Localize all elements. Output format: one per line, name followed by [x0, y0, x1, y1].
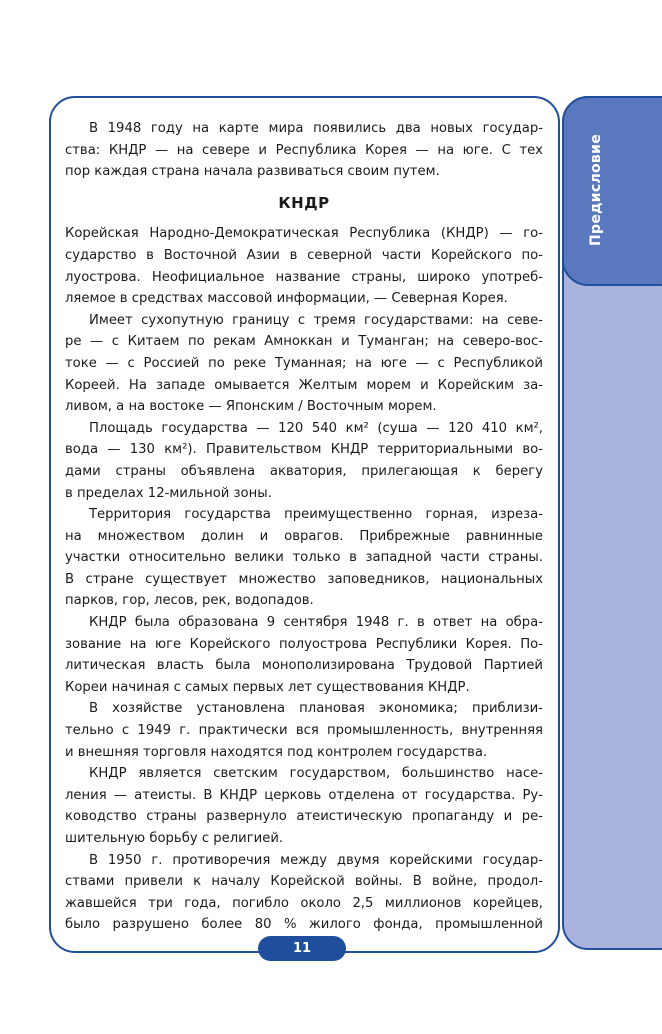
text-line: токе — с Россией по реке Туманная; на юге — с Республикой [65, 355, 543, 371]
text-line: участки относительно велики только в западной части страны. [65, 550, 543, 566]
text-line: КНДР является светским государством, большинство насе- [89, 766, 543, 782]
paragraph [65, 418, 543, 504]
section-heading: КНДР [278, 193, 330, 212]
text-line: ления — атеисты. В КНДР церковь отделена от государства. Ру- [65, 787, 543, 803]
text-line: В стране существует множество заповедников, национальных [65, 571, 543, 587]
text-line: Кореи начиная с самых первых лет существования КНДР. [65, 679, 470, 695]
text-line: В 1948 году на карте мира появились два новых государ- [89, 121, 543, 136]
paragraph [65, 612, 543, 698]
text-line: В хозяйстве установлена плановая экономика; приблизи- [89, 701, 543, 717]
text-line: дами страны объявлена акватория, прилегающая к берегу [65, 463, 543, 479]
text-line: ливом, а на востоке — Японским / Восточным морем. [65, 399, 437, 415]
text-line: шительную борьбу с религией. [65, 831, 284, 846]
side-tab-header [562, 96, 662, 286]
paragraph [65, 698, 543, 763]
side-tab-label: Предисловие [588, 134, 604, 246]
page-text [65, 118, 543, 936]
text-line: литическая власть была монополизирована Трудовой Партией [65, 658, 543, 674]
text-line: ляемое в средствах массовой информации, — Северная Корея. [65, 291, 508, 307]
paragraph [65, 763, 543, 849]
text-line: Площадь государства — 120 540 км² (суша — 120 410 км², [89, 420, 543, 436]
text-line: ствами привели к началу Корейской войны. В войне, продол- [65, 874, 543, 890]
text-line: Корейская Народно-Демократическая Республика (КНДР) — го- [65, 226, 543, 242]
page-number: 11 [258, 936, 346, 961]
text-line: было разрушено более 80 % жилого фонда, промышленной [65, 917, 543, 933]
text-line: ководство страны развернуло атеистическую пропаганду и ре- [65, 809, 543, 825]
text-line: луострова. Неофициальное название страны, широко употреб- [65, 269, 543, 285]
text-line: пор каждая страна начала развиваться своим путем. [65, 164, 440, 180]
text-line: на множеством долин и оврагов. Прибрежные равнинные [65, 528, 543, 544]
text-line: Территория государства преимущественно горная, изреза- [89, 507, 543, 523]
text-line: парков, гор, лесов, рек, водопадов. [65, 593, 314, 609]
text-line: ре — с Китаем по рекам Амноккан и Туманган; на северо-вос- [65, 334, 543, 350]
paragraph [65, 504, 543, 612]
text-line: вода — 130 км²). Правительством КНДР территориальными во- [65, 442, 543, 458]
paragraph [65, 310, 543, 418]
text-line: Кореей. На западе омывается Желтым морем и Корейским за- [65, 377, 543, 393]
text-line: КНДР была образована 9 сентября 1948 г. в ответ на обра- [89, 615, 543, 631]
intro-paragraph [65, 118, 543, 183]
text-line: в пределах 12-мильной зоны. [65, 485, 272, 501]
text-line: жавшейся три года, погибло около 2,5 миллионов корейцев, [65, 895, 543, 911]
text-line: ства: КНДР — на севере и Республика Корея — на юге. С тех [65, 142, 543, 158]
text-line: сударство в Восточной Азии в северной части Корейского по- [65, 247, 543, 263]
text-line: тельно с 1949 г. практически вся промышленность, внутренняя [65, 723, 543, 739]
text-line: и внешняя торговля находятся под контролем государства. [65, 744, 488, 760]
text-line: Имеет сухопутную границу с тремя государствами: на севе- [89, 312, 543, 328]
paragraph [65, 223, 543, 309]
text-line: зование на юге Корейского полуострова Республики Корея. По- [65, 636, 543, 652]
paragraph [65, 850, 543, 936]
text-line: В 1950 г. противоречия между двумя корейскими государ- [89, 852, 543, 868]
